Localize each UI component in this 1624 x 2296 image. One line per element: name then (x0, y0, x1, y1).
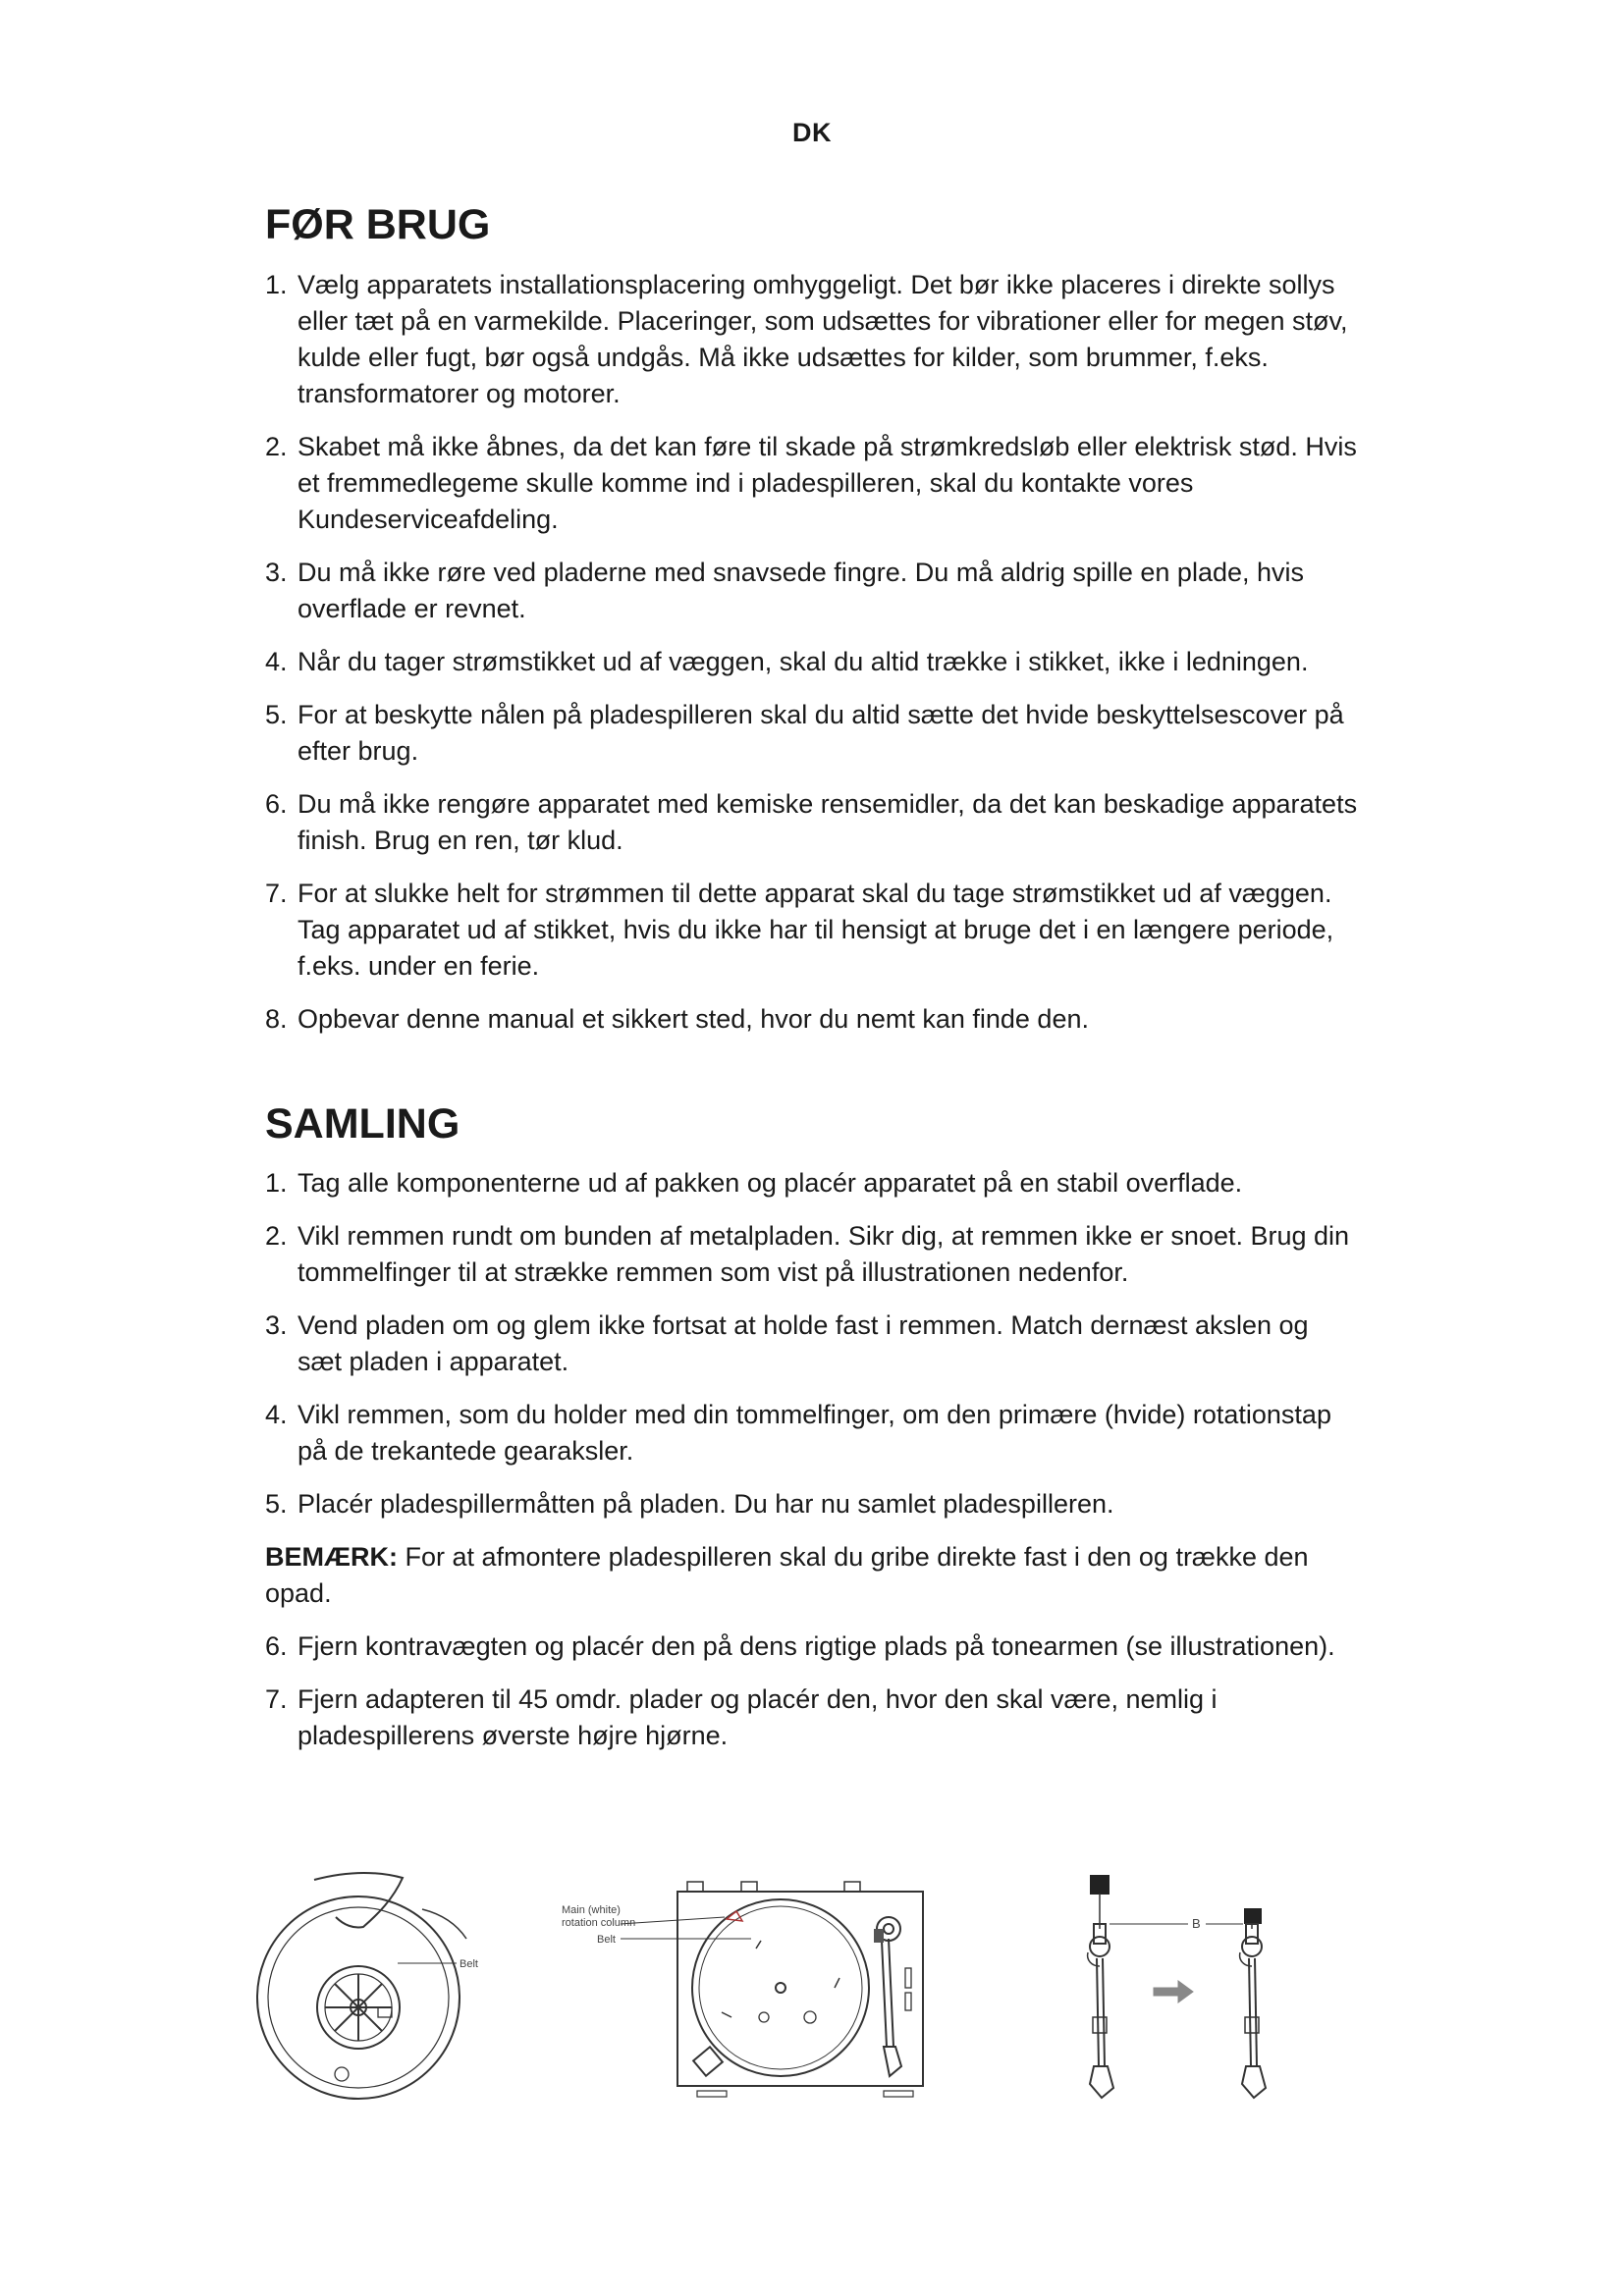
item-number: 6. (265, 1630, 288, 1661)
section-title-for-brug: FØR BRUG (265, 201, 491, 248)
list-item (265, 876, 1360, 985)
list-item (265, 1165, 1360, 1201)
turntable-top-view-figure (550, 1870, 982, 2115)
item-number: 1. (265, 270, 288, 300)
item-number: 7. (265, 1683, 288, 1714)
list-item (265, 644, 1360, 680)
samling-list-continued (265, 1629, 1360, 1754)
item-number: 7. (265, 879, 288, 909)
item-text: Vikl remmen, som du holder med din tommelfinger, om den primære (hvide) rotationstap på de trekantede gearaksler. (298, 1399, 1331, 1466)
list-item (265, 1682, 1360, 1754)
list-item (265, 1629, 1360, 1665)
illustrations-row (255, 1870, 1375, 2115)
list-item (265, 1218, 1360, 1291)
belt-label: Belt (460, 1958, 478, 1970)
item-text: Du må ikke røre ved pladerne med snavsede fingre. Du må aldrig spille en plade, hvis overflade er revnet. (298, 558, 1305, 624)
b-label: B (1192, 1916, 1201, 1931)
counterweight-figure (1031, 1870, 1326, 2115)
item-text: Vikl remmen rundt om bunden af metalpladen. Sikr dig, at remmen ikke er snoet. Brug din tommelfinger til at strække remmen som vist på illustrationen nedenfor. (298, 1220, 1350, 1287)
note-text: For at afmontere pladespilleren skal du gribe direkte fast i den og trække den opad. (265, 1541, 1309, 1608)
item-number: 4. (265, 647, 288, 677)
list-item (265, 697, 1360, 770)
item-text: Vælg apparatets installationsplacering omhyggeligt. Det bør ikke placeres i direkte sollys eller tæt på en varmekilde. Placeringer, som udsættes for vibrationer eller for megen støv, kulde eller fugt, bør også undgås. Må ikke udsættes for kilder, som brummer, f.eks. transformatorer og motorer. (298, 270, 1348, 409)
item-number: 8. (265, 1004, 288, 1035)
list-item (265, 1397, 1360, 1469)
item-text: Placér pladespillermåtten på pladen. Du har nu samlet pladespilleren. (298, 1488, 1114, 1519)
item-text: Tag alle komponenterne ud af pakken og placér apparatet på en stabil overflade. (298, 1167, 1243, 1198)
belt-label-2: Belt (597, 1934, 616, 1946)
list-item (265, 1486, 1360, 1522)
section-title-samling: SAMLING (265, 1100, 460, 1148)
note-label: BEMÆRK: (265, 1541, 398, 1572)
item-number: 3. (265, 558, 288, 588)
item-number: 1. (265, 1167, 288, 1198)
for-brug-list (265, 267, 1360, 1038)
main-white-label: Main (white) (562, 1904, 621, 1916)
page-language-label: DK (792, 118, 832, 147)
item-text: Fjern adapteren til 45 omdr. plader og placér den, hvor den skal være, nemlig i pladespillerens øverste højre hjørne. (298, 1683, 1218, 1750)
list-item (265, 429, 1360, 538)
item-text: For at beskytte nålen på pladespilleren skal du altid sætte det hvide beskyttelsescover på efter brug. (298, 700, 1344, 767)
list-item (265, 1001, 1360, 1038)
item-number: 6. (265, 789, 288, 820)
note-paragraph (265, 1539, 1360, 1612)
list-item (265, 1308, 1360, 1380)
belt-platter-figure (255, 1870, 481, 2115)
item-text: For at slukke helt for strømmen til dette apparat skal du tage strømstikket ud af væggen. Tag apparatet ud af stikket, hvis du ikke har til hensigt at bruge det i en længere periode, f.eks. under en ferie. (298, 879, 1334, 982)
item-text: Skabet må ikke åbnes, da det kan føre til skade på strømkredsløb eller elektrisk stød. Hvis et fremmedlegeme skulle komme ind i pladespilleren, skal du kontakte vores Kundeserviceafdeling. (298, 432, 1357, 535)
item-text: Vend pladen om og glem ikke fortsat at holde fast i remmen. Match dernæst akslen og sæt pladen i apparatet. (298, 1309, 1309, 1376)
item-text: Du må ikke rengøre apparatet med kemiske rensemidler, da det kan beskadige apparatets finish. Brug en ren, tør klud. (298, 789, 1358, 856)
item-text: Opbevar denne manual et sikkert sted, hvor du nemt kan finde den. (298, 1004, 1089, 1035)
samling-list (265, 1165, 1360, 1522)
list-item (265, 786, 1360, 859)
item-number: 5. (265, 700, 288, 730)
item-number: 5. (265, 1488, 288, 1519)
item-text: Når du tager strømstikket ud af væggen, skal du altid trække i stikket, ikke i ledningen. (298, 647, 1309, 677)
item-number: 4. (265, 1399, 288, 1429)
item-number: 2. (265, 1220, 288, 1251)
document-body (265, 201, 1360, 1771)
list-item (265, 267, 1360, 412)
list-item (265, 555, 1360, 627)
rotation-column-label: rotation column (562, 1917, 636, 1929)
item-number: 3. (265, 1309, 288, 1340)
item-number: 2. (265, 432, 288, 462)
item-text: Fjern kontravægten og placér den på dens rigtige plads på tonearmen (se illustrationen). (298, 1630, 1335, 1661)
